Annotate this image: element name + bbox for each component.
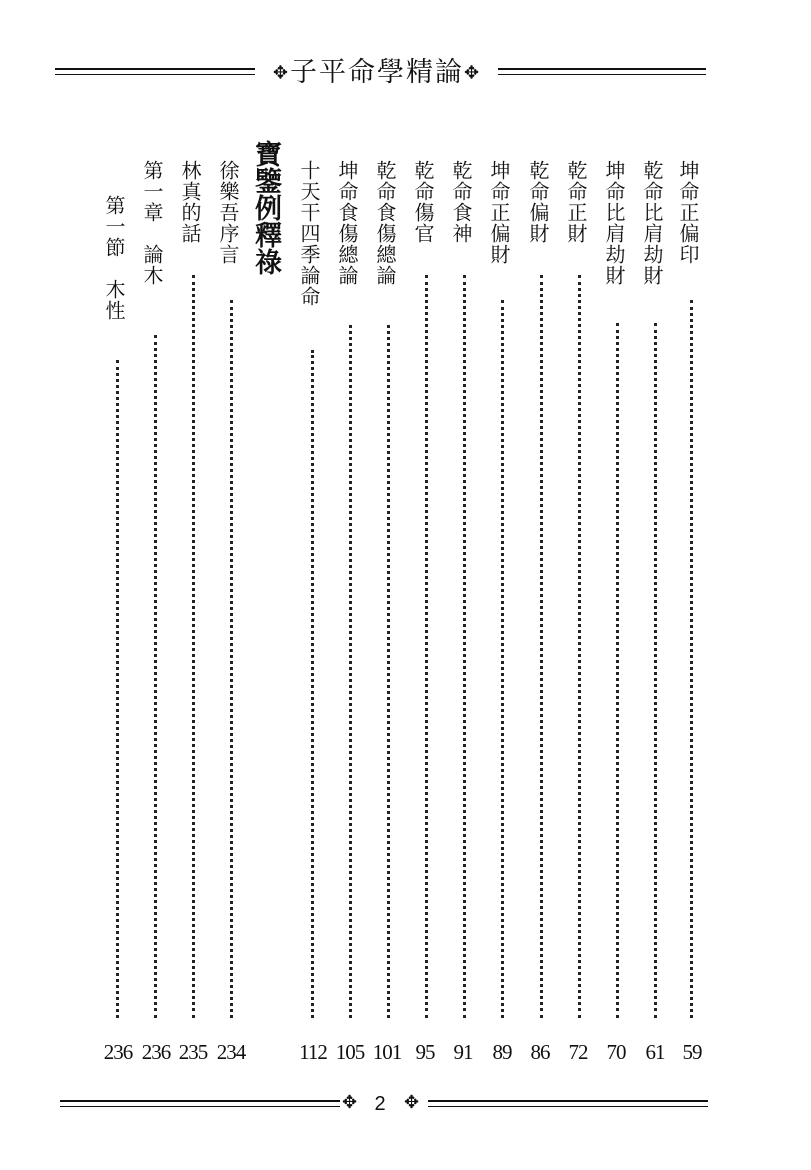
toc-page-number: 61 bbox=[645, 1040, 665, 1064]
toc-page-number: 235 bbox=[178, 1040, 208, 1064]
toc-page-number: 236 bbox=[103, 1040, 133, 1064]
footer-rule-right bbox=[428, 1100, 708, 1102]
running-header bbox=[0, 55, 811, 91]
toc-leader-dots bbox=[154, 335, 157, 1018]
toc-entry-title: 林真的話 bbox=[178, 160, 202, 244]
header-rule-left bbox=[55, 68, 255, 70]
header-rule-right-thin bbox=[498, 74, 706, 75]
toc-leader-dots bbox=[540, 275, 543, 1018]
header-rule-left-thin bbox=[55, 74, 255, 75]
toc-leader-dots bbox=[349, 325, 352, 1018]
toc-entry-title: 第一節 木性 bbox=[102, 195, 126, 321]
footer-rule-left-thin bbox=[60, 1106, 340, 1107]
ornament-knot-icon: ✥ bbox=[272, 62, 290, 84]
toc-entry-title: 乾命正財 bbox=[564, 160, 588, 244]
toc-page-number: 236 bbox=[141, 1040, 171, 1064]
toc-entry-title: 坤命比肩劫財 bbox=[602, 160, 626, 286]
toc-leader-dots bbox=[425, 275, 428, 1018]
toc-leader-dots bbox=[578, 275, 581, 1018]
toc-entry-title: 乾命食傷總論 bbox=[373, 160, 397, 286]
toc-leader-dots bbox=[311, 350, 314, 1018]
toc-page-number: 105 bbox=[335, 1040, 365, 1064]
toc-entry-title: 坤命食傷總論 bbox=[335, 160, 359, 286]
toc-page-number: 70 bbox=[606, 1040, 626, 1064]
toc-entry-title: 徐樂吾序言 bbox=[216, 160, 240, 265]
footer-rule-left bbox=[60, 1100, 340, 1102]
toc-entry-title: 第一章 論木 bbox=[140, 160, 164, 286]
ornament-knot-icon: ✥ bbox=[464, 62, 482, 84]
toc-leader-dots bbox=[690, 300, 693, 1018]
toc-leader-dots bbox=[192, 275, 195, 1018]
page-number: 2 bbox=[374, 1093, 386, 1115]
toc-leader-dots bbox=[501, 300, 504, 1018]
footer-rule-right-thin bbox=[428, 1106, 708, 1107]
toc-page-number: 89 bbox=[492, 1040, 512, 1064]
toc-entry-title: 乾命傷官 bbox=[411, 160, 435, 244]
toc-entry-title: 乾命食神 bbox=[449, 160, 473, 244]
header-title-block bbox=[258, 55, 496, 92]
toc-leader-dots bbox=[616, 323, 619, 1018]
book-title: 子平命學精論 bbox=[290, 57, 464, 88]
toc-leader-dots bbox=[387, 325, 390, 1018]
toc-entry-title: 十天干四季論命 bbox=[297, 160, 321, 307]
toc-page-number: 86 bbox=[530, 1040, 550, 1064]
toc-leader-dots bbox=[463, 275, 466, 1018]
toc-page-number: 72 bbox=[568, 1040, 588, 1064]
toc-page-number: 234 bbox=[216, 1040, 246, 1064]
page-footer bbox=[0, 1090, 811, 1120]
toc-entry-title: 坤命正偏財 bbox=[487, 160, 511, 265]
toc-entry-title: 坤命正偏印 bbox=[676, 160, 700, 265]
ornament-knot-icon: ✥ bbox=[404, 1092, 420, 1113]
header-rule-right bbox=[498, 68, 706, 70]
toc-page-number: 91 bbox=[453, 1040, 473, 1064]
toc-entry-title: 乾命偏財 bbox=[526, 160, 550, 244]
toc-entry-title: 乾命比肩劫財 bbox=[640, 160, 664, 286]
toc-page-number: 101 bbox=[372, 1040, 402, 1064]
toc-leader-dots bbox=[116, 360, 119, 1018]
ornament-knot-icon: ✥ bbox=[342, 1092, 358, 1113]
toc-page-number: 112 bbox=[299, 1040, 327, 1064]
toc-leader-dots bbox=[230, 300, 233, 1018]
toc-leader-dots bbox=[654, 323, 657, 1018]
toc-page-number: 95 bbox=[415, 1040, 435, 1064]
section-heading: 寶鑒例釋祿 bbox=[250, 140, 281, 275]
toc-page-number: 59 bbox=[682, 1040, 702, 1064]
